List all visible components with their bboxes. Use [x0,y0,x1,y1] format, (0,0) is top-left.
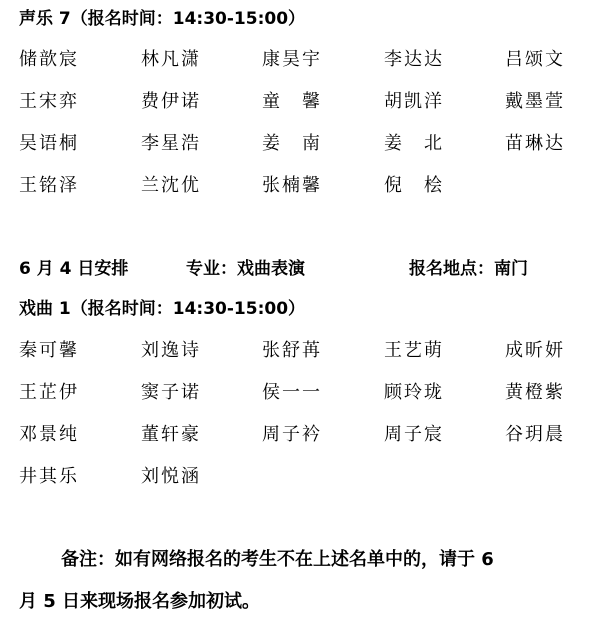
name-row [0,381,601,405]
student-name: 谷玥晨 [505,424,565,445]
student-name: 姜 北 [384,133,444,154]
student-name: 储歆宸 [19,49,79,70]
section-heading-opera-1: 戏曲 1（报名时间：14:30-15:00） [19,299,306,319]
schedule-location: 报名地点：南门 [409,259,528,279]
student-name: 康昊宇 [262,49,322,70]
section-heading-vocal-7: 声乐 7（报名时间：14:30-15:00） [19,9,306,29]
student-name: 周子宸 [384,424,444,445]
student-name: 王芷伊 [19,382,79,403]
student-name: 刘逸诗 [141,340,201,361]
student-name: 张楠馨 [262,175,322,196]
name-row [0,423,601,447]
student-name: 费伊诺 [141,91,201,112]
student-name: 苗琳达 [505,133,565,154]
student-name: 王铭泽 [19,175,79,196]
student-name: 董轩豪 [141,424,201,445]
note-line-2: 月 5 日来现场报名参加初试。 [19,591,261,612]
student-name: 井其乐 [19,466,79,487]
schedule-date: 6 月 4 日安排 [19,259,129,279]
student-name: 李达达 [384,49,444,70]
student-name: 林凡潇 [141,49,201,70]
student-name: 黄橙紫 [505,382,565,403]
student-name: 倪 桧 [384,175,444,196]
name-row [0,465,601,489]
student-name: 秦可馨 [19,340,79,361]
student-name: 成昕妍 [505,340,565,361]
name-row [0,174,601,198]
student-name: 李星浩 [141,133,201,154]
student-name: 胡凯洋 [384,91,444,112]
student-name: 侯一一 [262,382,322,403]
name-row [0,48,601,72]
student-name: 童 馨 [262,91,322,112]
student-name: 兰沈优 [141,175,201,196]
name-row [0,132,601,156]
note-line-1: 备注：如有网络报名的考生不在上述名单中的，请于 6 [61,549,494,570]
name-row [0,90,601,114]
student-name: 窦子诺 [141,382,201,403]
schedule-major: 专业：戏曲表演 [186,259,305,279]
student-name: 吕颂文 [505,49,565,70]
student-name: 周子衿 [262,424,322,445]
student-name: 王宋弈 [19,91,79,112]
student-name: 顾玲珑 [384,382,444,403]
student-name: 戴墨萱 [505,91,565,112]
student-name: 刘悦涵 [141,466,201,487]
student-name: 王艺萌 [384,340,444,361]
name-row [0,339,601,363]
student-name: 邓景纯 [19,424,79,445]
student-name: 姜 南 [262,133,322,154]
student-name: 吴语桐 [19,133,79,154]
student-name: 张舒苒 [262,340,322,361]
